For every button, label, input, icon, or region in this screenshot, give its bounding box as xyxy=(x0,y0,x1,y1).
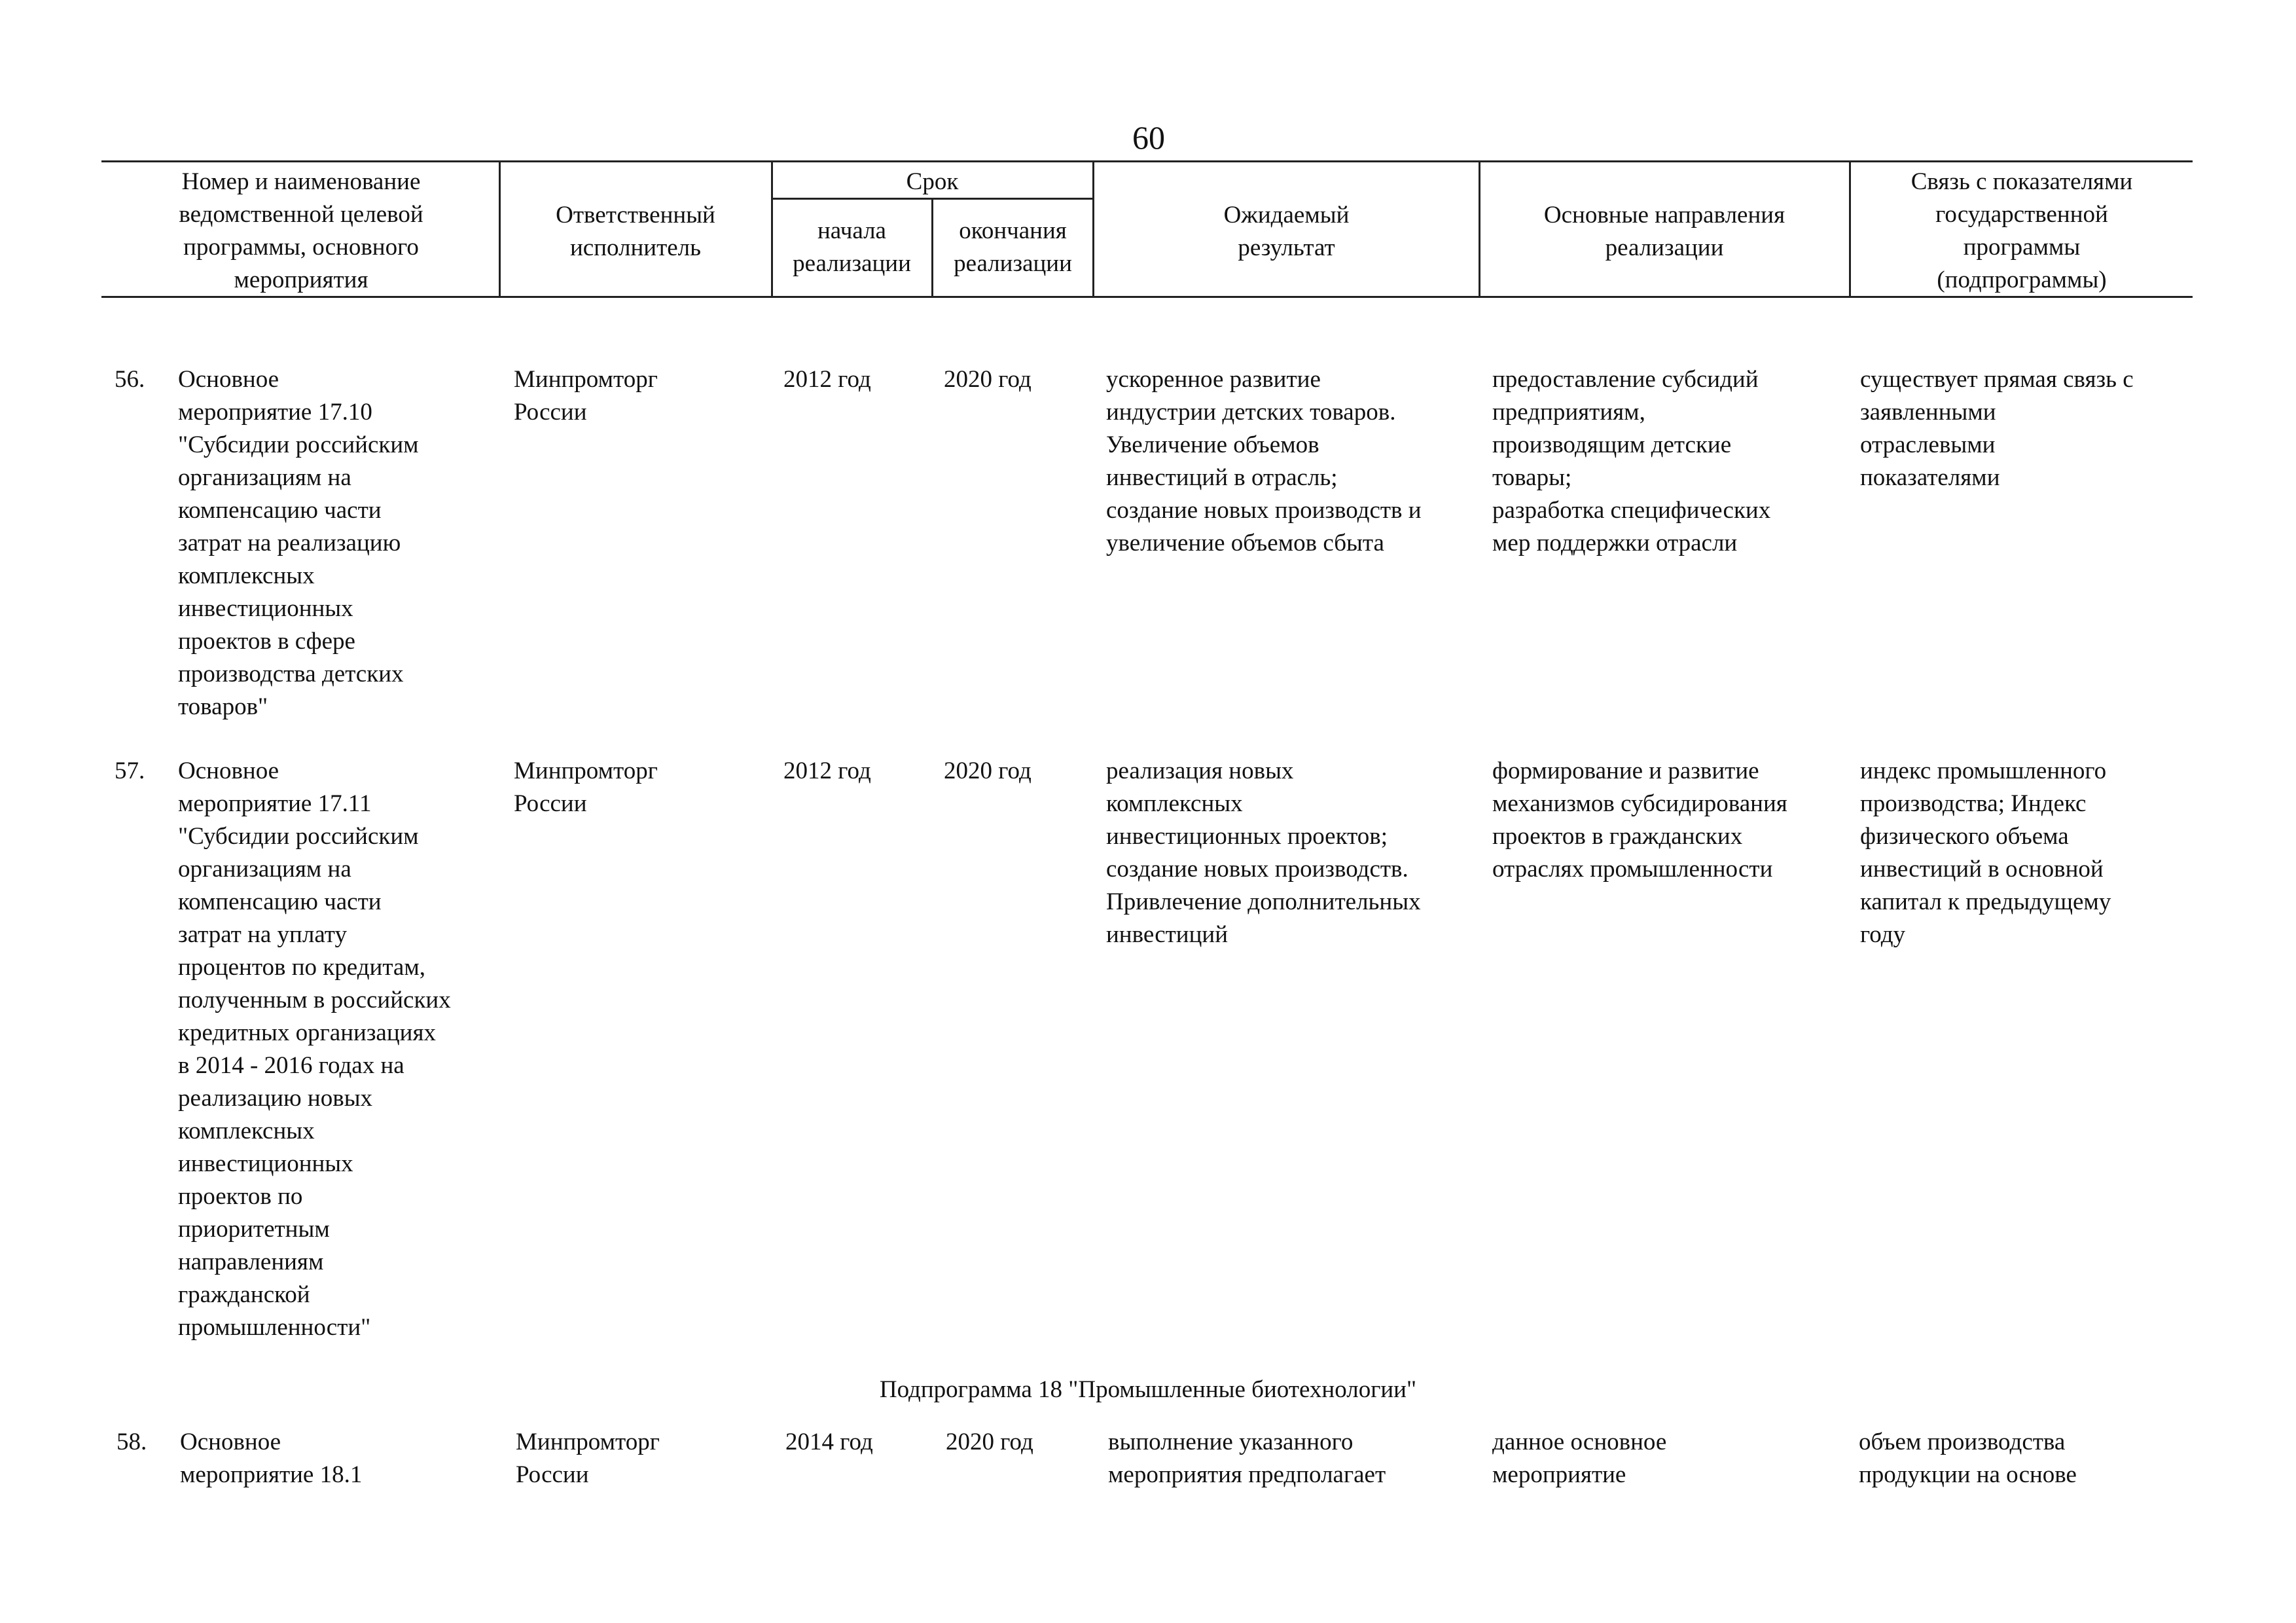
row-name: Основное мероприятие 17.10 "Субсидии российским организациям на компенсацию части затрат на реализацию комплексных инвестиционных проектов в сфере производства детских товаров" xyxy=(178,366,419,720)
row-end: 2020 год xyxy=(944,757,1031,784)
header-term: Срок xyxy=(906,168,959,195)
row-result: выполнение указанного мероприятия предполагает xyxy=(1108,1429,1386,1488)
row-start: 2012 год xyxy=(783,366,871,393)
header-link: Связь с показателями государственной программы (подпрограммы) xyxy=(1910,168,2133,293)
header-executor: Ответственный исполнитель xyxy=(556,202,715,261)
row-link: существует прямая связь с заявленными отраслевыми показателями xyxy=(1860,366,2134,491)
header-result: Ожидаемый результат xyxy=(1223,202,1350,261)
header-end: окончания реализации xyxy=(954,217,1072,277)
row-start: 2012 год xyxy=(783,757,871,784)
row-start: 2014 год xyxy=(785,1429,873,1455)
header-name: Номер и наименование ведомственной целевой программы, основного мероприятия xyxy=(179,168,423,293)
row-name: Основное мероприятие 17.11 "Субсидии российским организациям на компенсацию части затрат на уплату процентов по кредитам, полученным в российских кредитных организациях в 2014 - 2016 годах на реализацию новых комплексных инвестиционных проектов по приоритетным направлениям гражданской промышленности" xyxy=(178,757,451,1341)
row-number: 56. xyxy=(115,366,145,393)
col-divider-5 xyxy=(1479,160,1480,298)
col-divider-6 xyxy=(1849,160,1851,298)
col-divider-3 xyxy=(931,198,933,298)
row-end: 2020 год xyxy=(946,1429,1033,1455)
row-executor: Минпромторг России xyxy=(514,757,658,817)
row-executor: Минпромторг России xyxy=(516,1429,660,1488)
col-divider-4 xyxy=(1092,160,1094,298)
subprogram-title: Подпрограмма 18 "Промышленные биотехнологии" xyxy=(879,1376,1417,1403)
row-directions: данное основное мероприятие xyxy=(1492,1429,1667,1488)
row-directions: предоставление субсидий предприятиям, производящим детские товары; разработка специфических мер поддержки отрасли xyxy=(1492,366,1771,556)
row-directions: формирование и развитие механизмов субсидирования проектов в гражданских отраслях промышленности xyxy=(1492,757,1787,883)
row-number: 58. xyxy=(117,1429,147,1455)
row-name: Основное мероприятие 18.1 xyxy=(180,1429,363,1488)
row-link: объем производства продукции на основе xyxy=(1859,1429,2077,1488)
header-top-rule xyxy=(101,160,2193,162)
header-directions: Основные направления реализации xyxy=(1543,202,1785,261)
page-number: 60 xyxy=(1132,119,1165,156)
header-start: начала реализации xyxy=(793,217,911,277)
row-number: 57. xyxy=(115,757,145,784)
col-divider-1 xyxy=(499,160,501,298)
row-result: ускоренное развитие индустрии детских товаров. Увеличение объемов инвестиций в отрасль; создание новых производств и увеличение объемов сбыта xyxy=(1106,366,1422,556)
row-result: реализация новых комплексных инвестиционных проектов; создание новых производств. Привлечение дополнительных инвестиций xyxy=(1106,757,1421,948)
row-end: 2020 год xyxy=(944,366,1031,393)
row-link: индекс промышленного производства; Индекс физического объема инвестиций в основной капитал к предыдущему году xyxy=(1860,757,2111,948)
row-executor: Минпромторг России xyxy=(514,366,658,426)
